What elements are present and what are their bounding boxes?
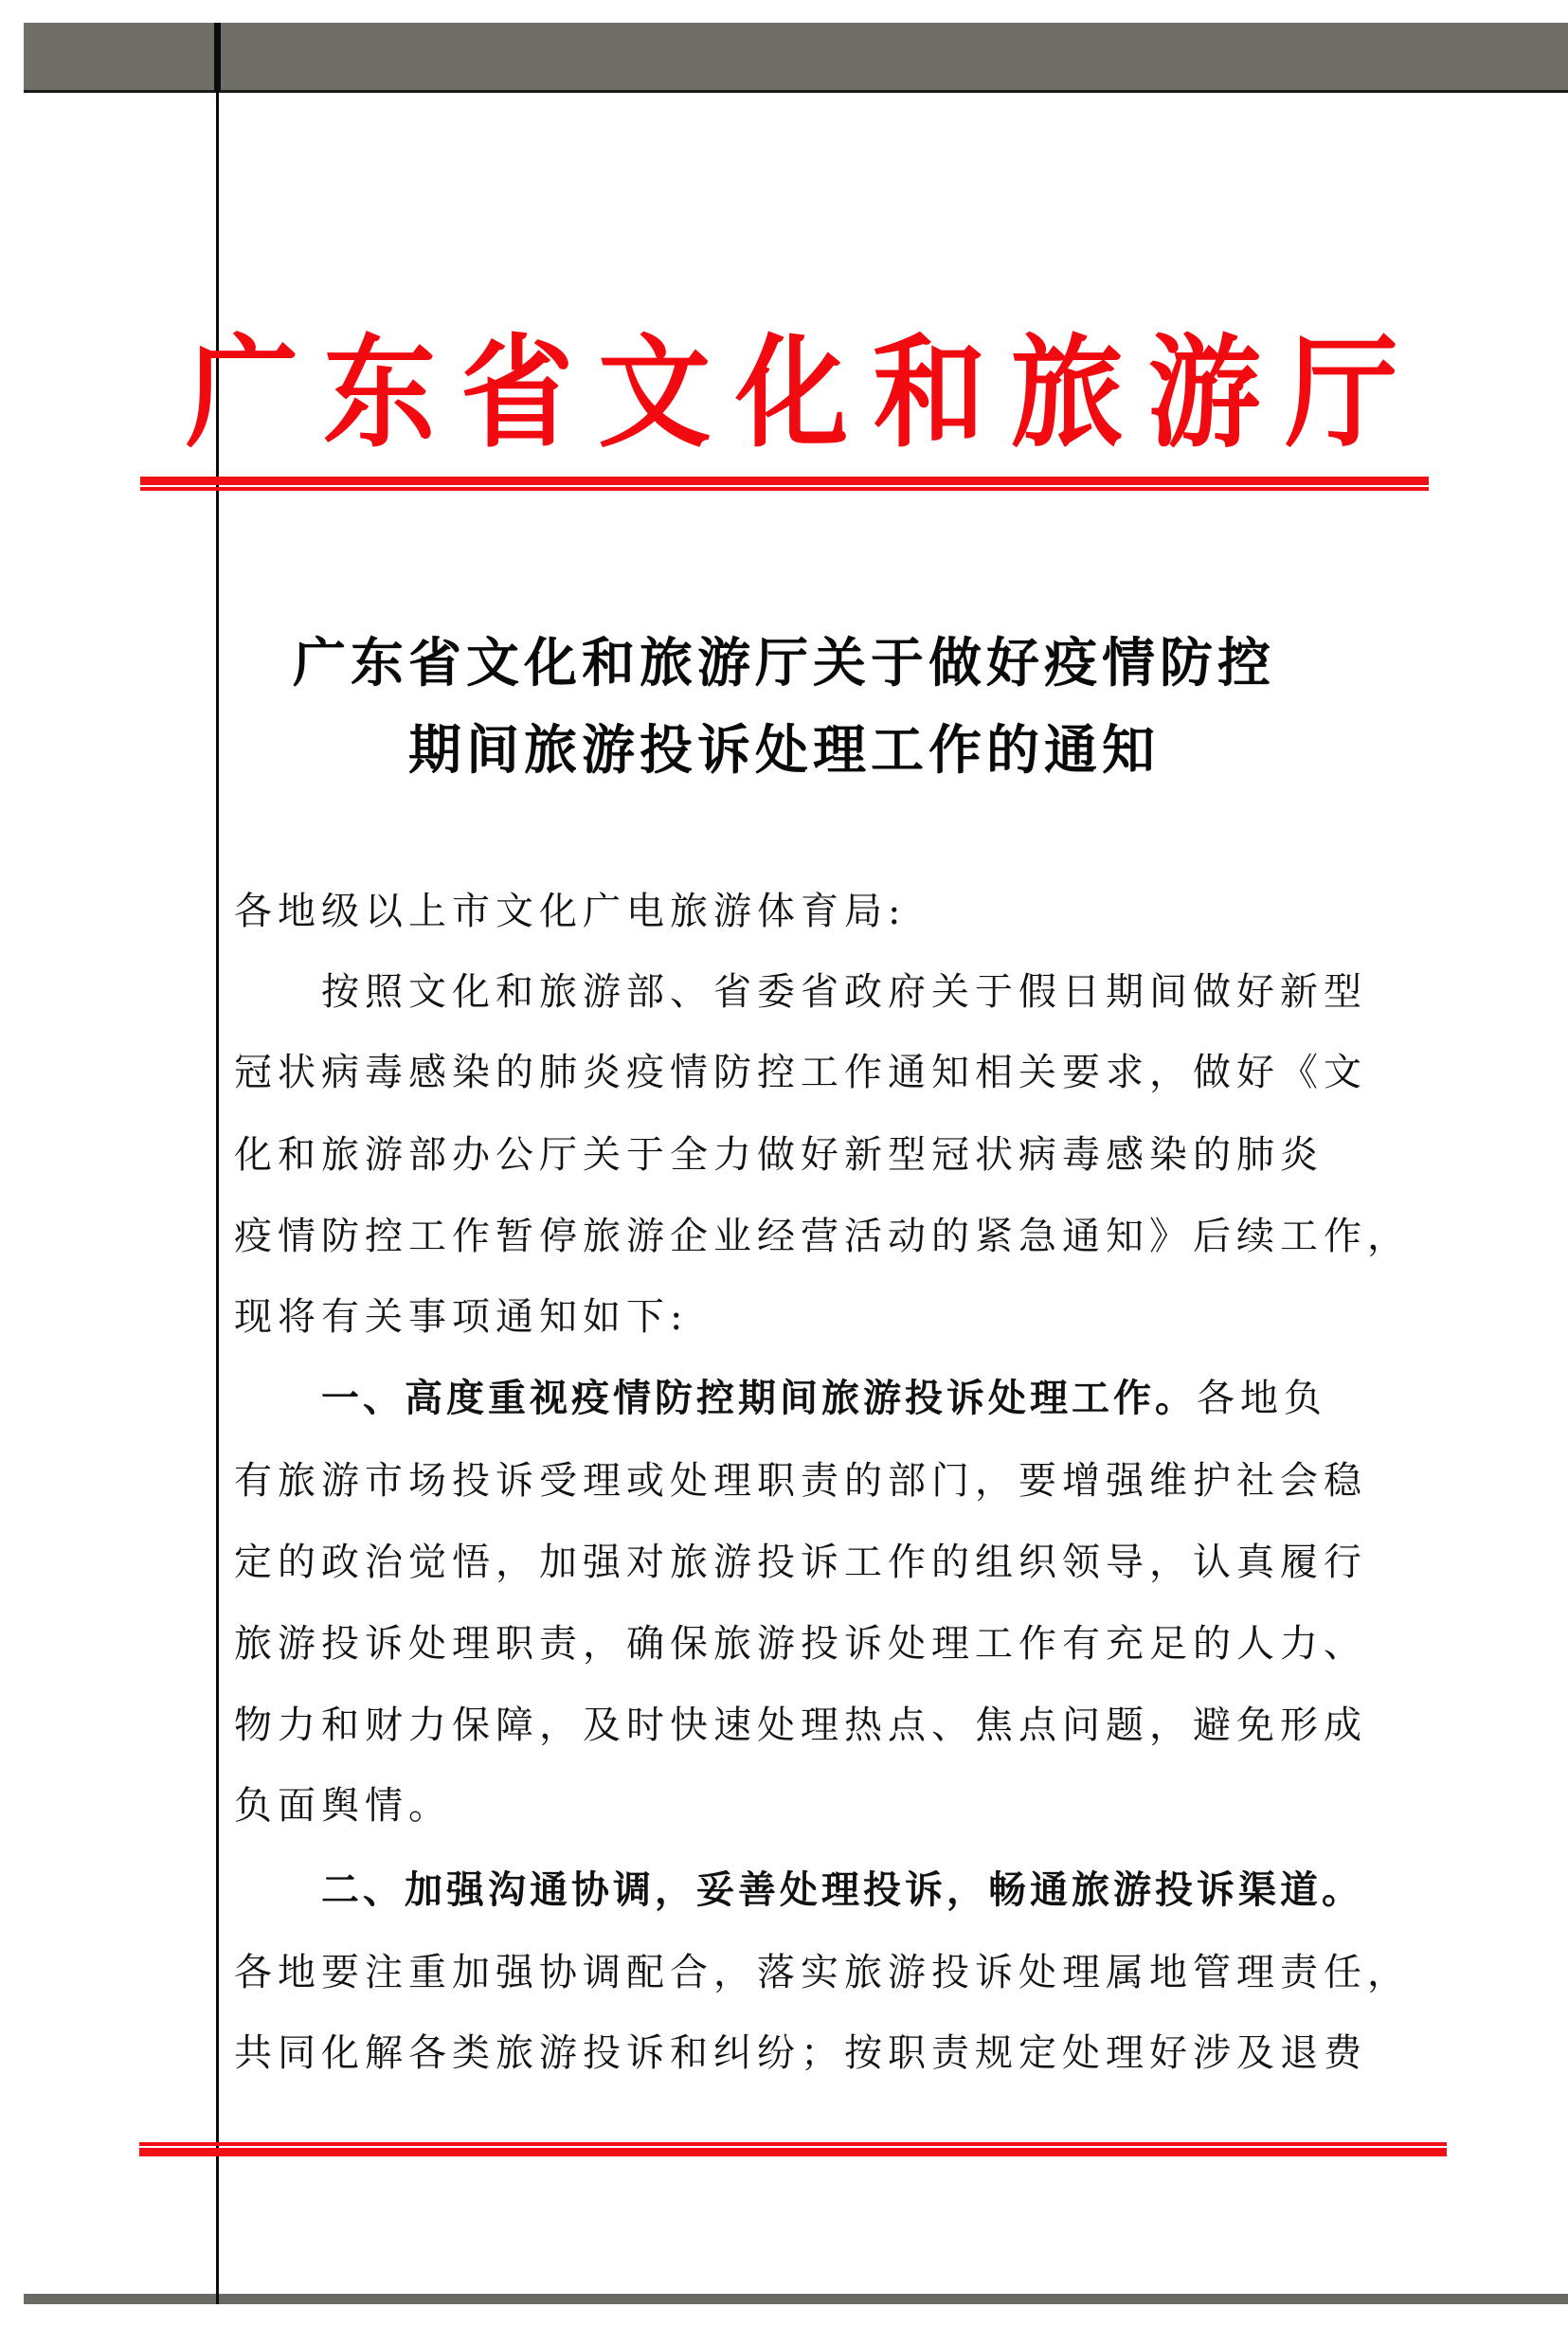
scan-border-top bbox=[24, 23, 1568, 93]
paragraph-line: 各地要注重加强协调配合，落实旅游投诉处理属地管理责任， bbox=[234, 1951, 1411, 1994]
paragraph-line: 疫情防控工作暂停旅游企业经营活动的紧急通知》后续工作， bbox=[234, 1215, 1411, 1258]
salutation: 各地级以上市文化广电旅游体育局: bbox=[234, 890, 907, 933]
masthead-rule-thick bbox=[140, 477, 1429, 485]
paragraph-line: 按照文化和旅游部、省委省政府关于假日期间做好新型 bbox=[321, 970, 1367, 1014]
scan-border-bottom bbox=[24, 2294, 1568, 2304]
paragraph-line: 有旅游市场投诉受理或处理职责的部门，要增强维护社会稳 bbox=[234, 1459, 1367, 1503]
paragraph-line: 共同化解各类旅游投诉和纠纷；按职责规定处理好涉及退费 bbox=[234, 2031, 1367, 2075]
footer-rule-thick bbox=[139, 2148, 1447, 2156]
paragraph-line: 负面舆情。 bbox=[234, 1784, 452, 1828]
paragraph-line: 冠状病毒感染的肺炎疫情防控工作通知相关要求，做好《文 bbox=[234, 1051, 1367, 1094]
binding-line-top bbox=[214, 23, 221, 91]
section-1-first-line bbox=[234, 1378, 1439, 1419]
section-2-heading: 二、加强沟通协调，妥善处理投诉，畅通旅游投诉渠道。 bbox=[321, 1868, 1363, 1912]
paragraph-line: 物力和财力保障，及时快速处理热点、焦点问题，避免形成 bbox=[234, 1704, 1367, 1747]
paragraph-line: 化和旅游部办公厅关于全力做好新型冠状病毒感染的肺炎 bbox=[234, 1133, 1324, 1177]
masthead-rule-thin bbox=[140, 487, 1429, 491]
paragraph-line: 定的政治觉悟，加强对旅游投诉工作的组织领导，认真履行 bbox=[234, 1541, 1367, 1584]
section-1-heading: 一、高度重视疫情防控期间旅游投诉处理工作。 bbox=[321, 1377, 1197, 1420]
paragraph-line: 旅游投诉处理职责，确保旅游投诉处理工作有充足的人力、 bbox=[234, 1622, 1367, 1666]
section-1-lead-in: 各地负 bbox=[1197, 1377, 1327, 1420]
paragraph-line: 现将有关事项通知如下: bbox=[234, 1295, 689, 1339]
document-title-line-2: 期间旅游投诉处理工作的通知 bbox=[408, 719, 1160, 782]
document-title-line-1: 广东省文化和旅游厅关于做好疫情防控 bbox=[293, 632, 1275, 694]
masthead-title: 广东省文化和旅游厅 bbox=[186, 322, 1423, 464]
footer-rule-thin bbox=[139, 2142, 1447, 2146]
